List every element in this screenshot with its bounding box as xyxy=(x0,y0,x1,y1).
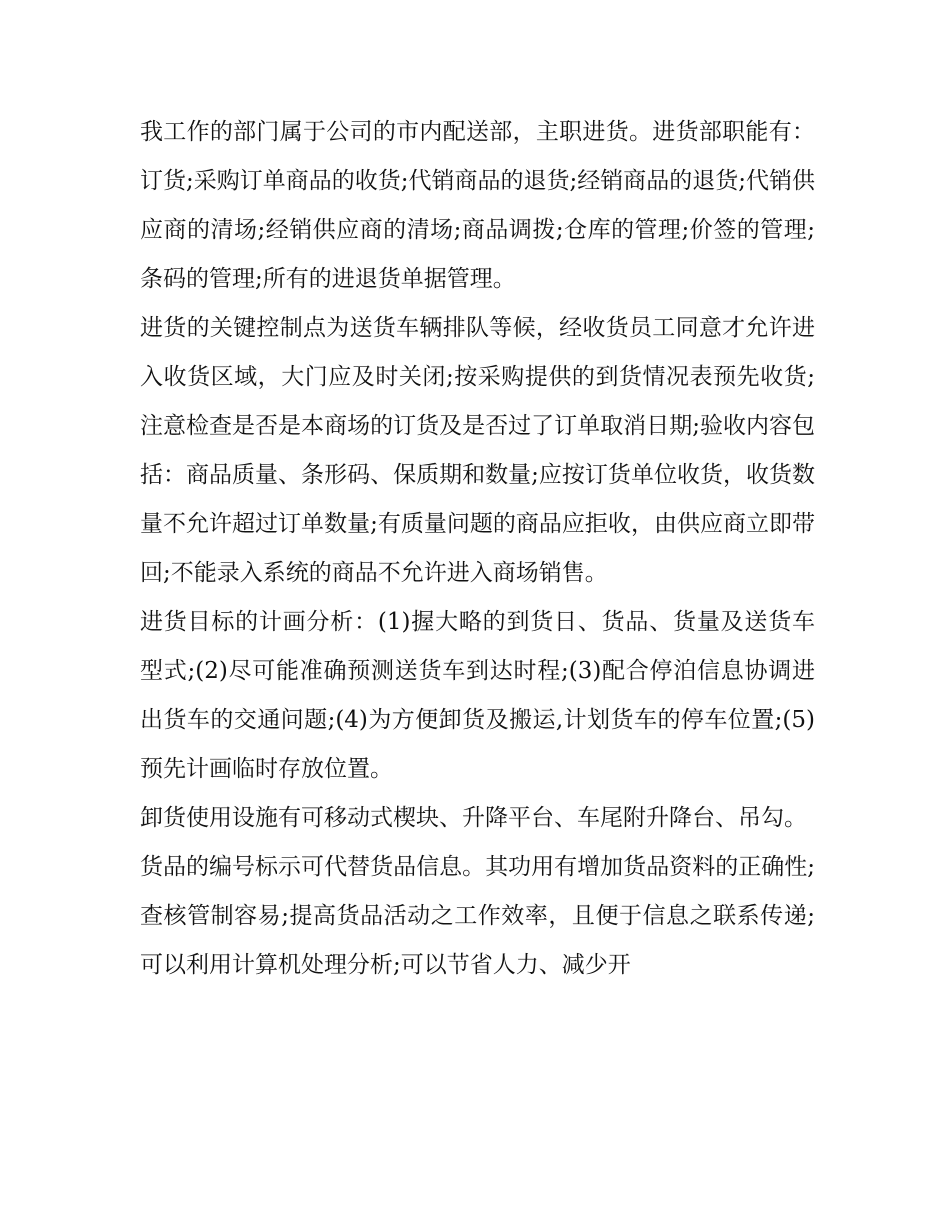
paragraph-receiving-control: 进货的关键控制点为送货车辆排队等候，经收货员工同意才允许进入收货区域，大门应及时关闭;按采购提供的到货情况表预先收货;注意检查是否是本商场的订货及是否过了订单取消日期;验收内容包括：商品质量、条形码、保质期和数量;应按订货单位收货，收货数量不允许超过订单数量;有质量问题的商品应拒收，由供应商立即带回;不能录入系统的商品不允许进入商场销售。 xyxy=(140,315,815,586)
paragraph-department-duties: 我工作的部门属于公司的市内配送部，主职进货。进货部职能有：订货;采购订单商品的收货;代销商品的退货;经销商品的退货;代销供应商的清场;经销供应商的清场;商品调拨;仓库的管理;价签的管理;条码的管理;所有的进退货单据管理。 xyxy=(140,119,815,292)
paragraph-unloading-equipment: 卸货使用设施有可移动式楔块、升降平台、车尾附升降台、吊勾。 xyxy=(140,805,807,831)
paragraph-goods-numbering: 货品的编号标示可代替货品信息。其功用有增加货品资料的正确性;查核管制容易;提高货品活动之工作效率，且便于信息之联系传递;可以利用计算机处理分析;可以节省人力、减少开 xyxy=(140,854,815,978)
document-page xyxy=(140,108,815,990)
paragraph-receiving-plan: 进货目标的计画分析：(1)握大略的到货日、货品、货量及送货车型式;(2)尽可能准确预测送货车到达时程;(3)配合停泊信息协调进出货车的交通问题;(4)为方便卸货及搬运,计划货车的停车位置;(5)预先计画临时存放位置。 xyxy=(140,609,815,782)
